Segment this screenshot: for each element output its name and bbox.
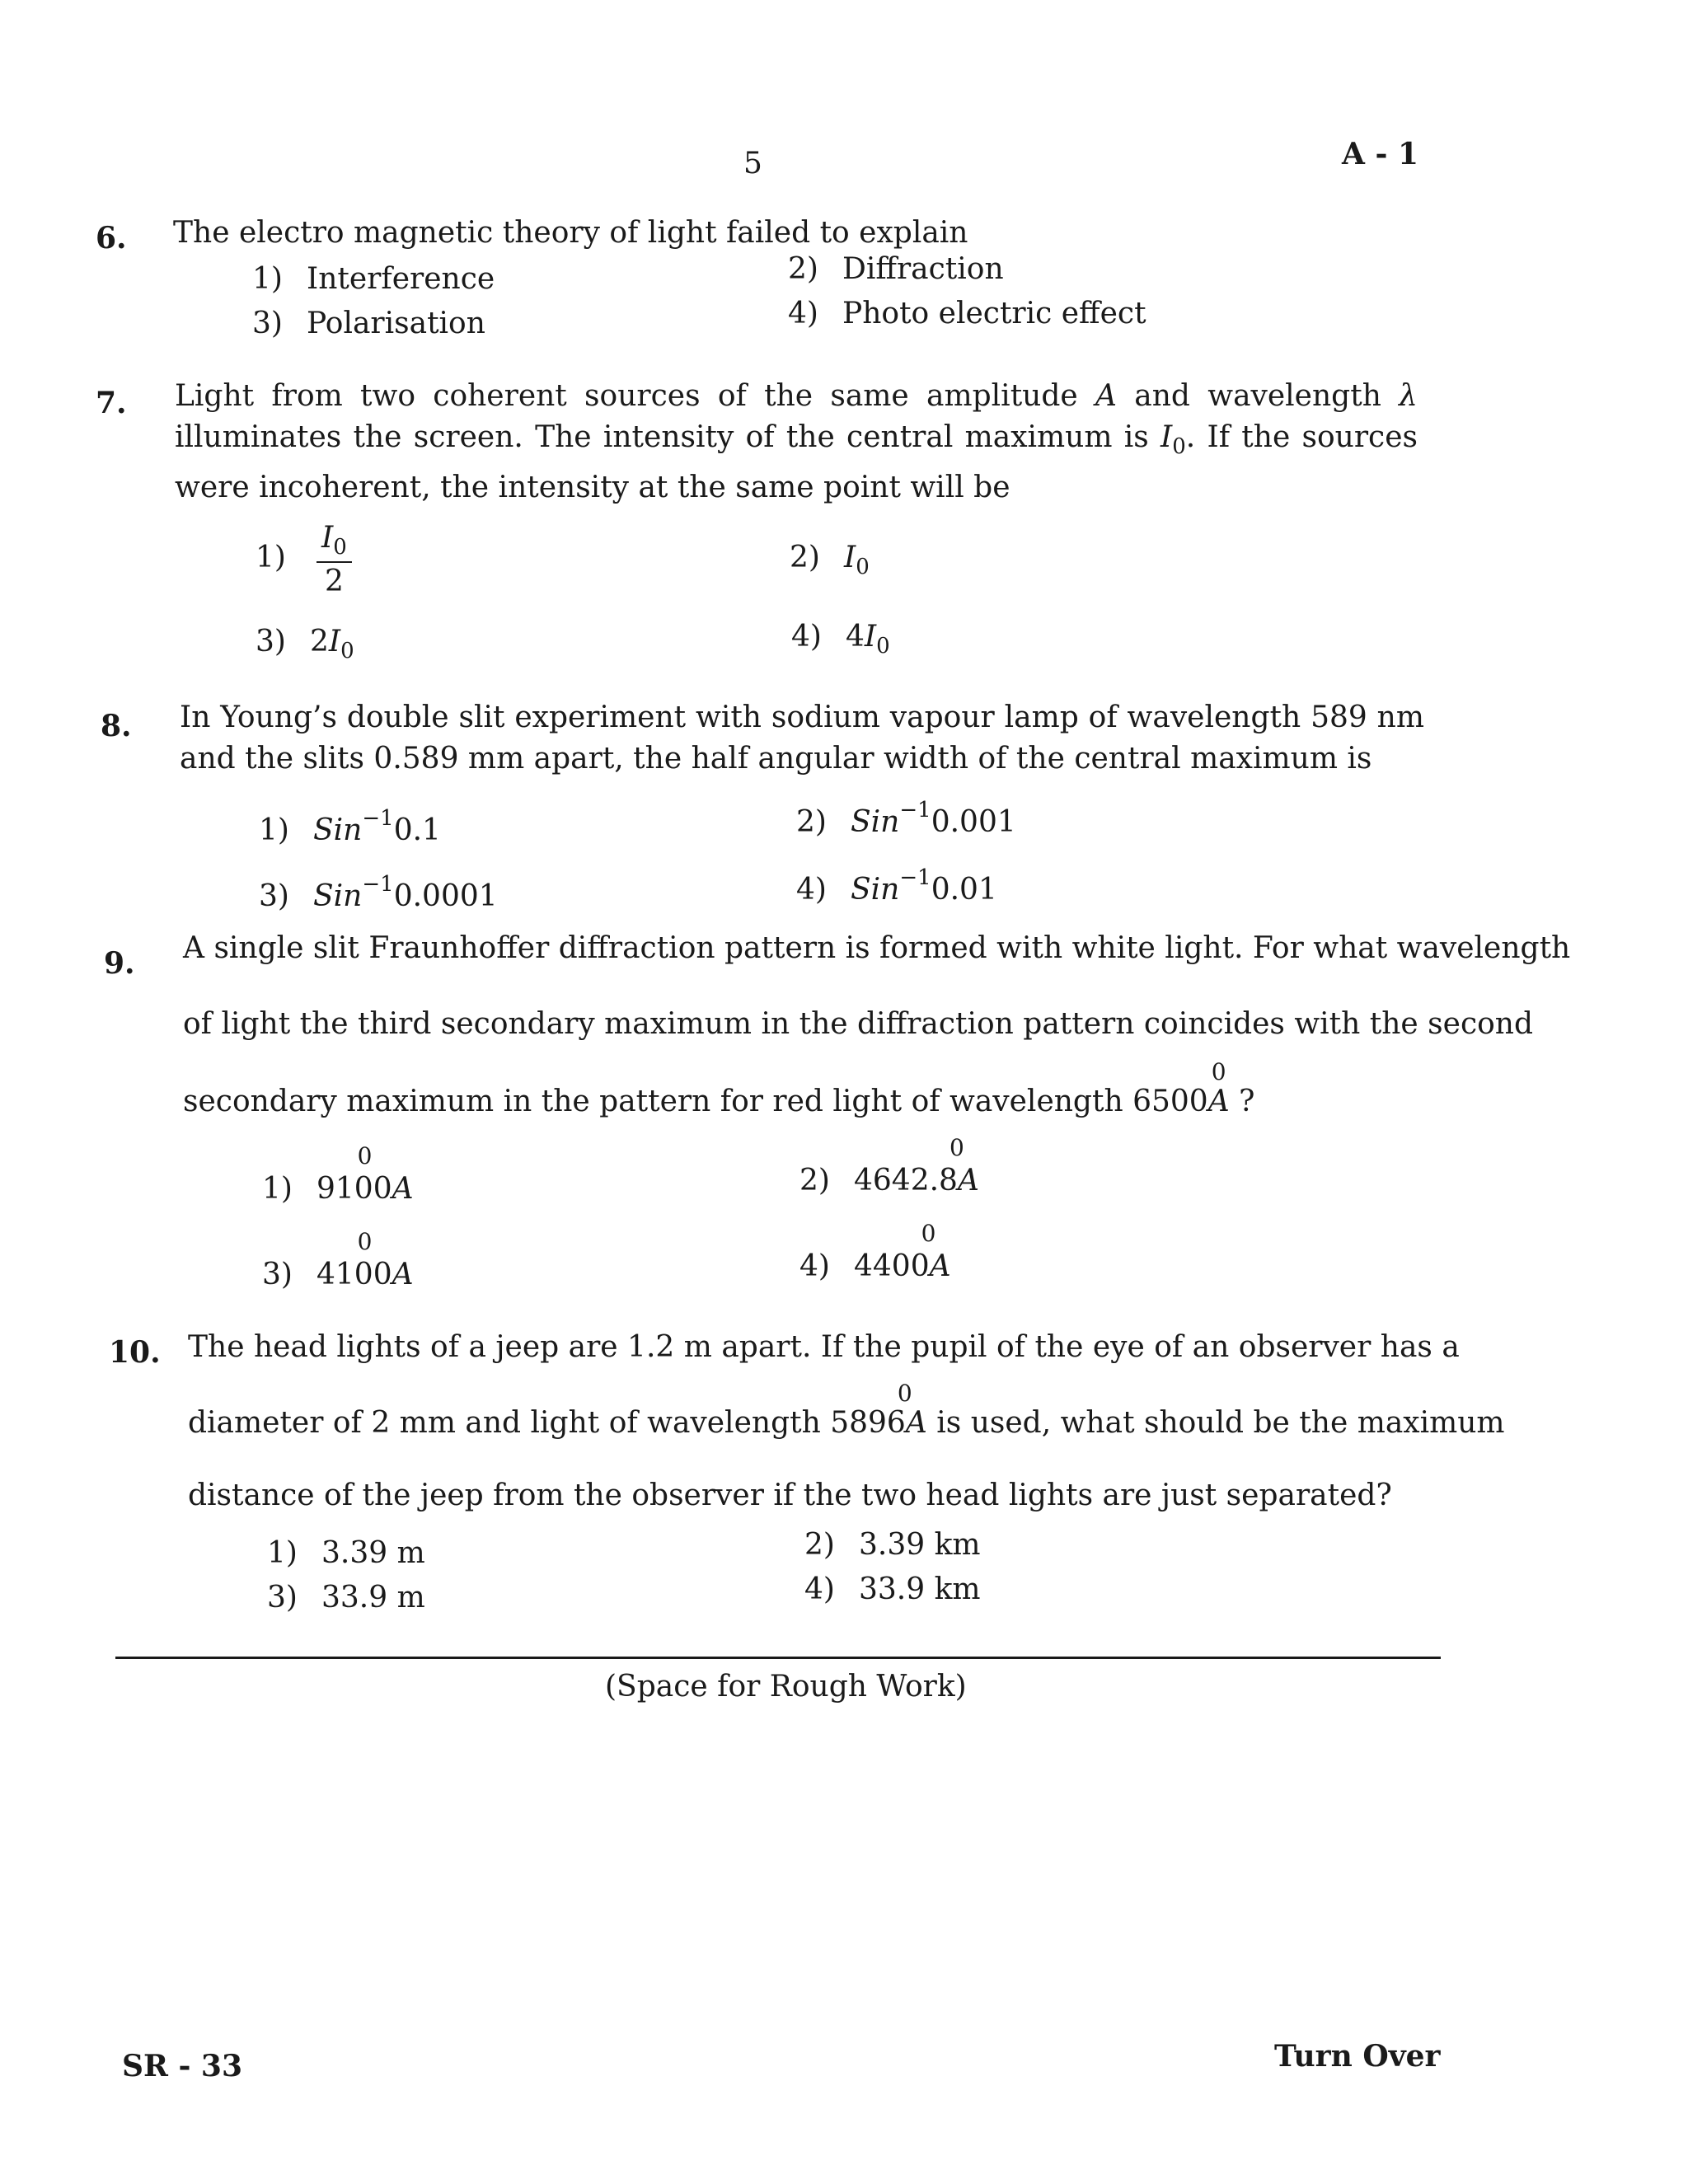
option-2: 2) Sin$^{-1}$0.001 <box>796 798 1016 839</box>
question-number: 9. <box>104 946 135 981</box>
question-text: The electro magnetic theory of light failed to explain <box>173 216 968 250</box>
paper-code: A - 1 <box>1342 137 1418 171</box>
option-3: 3) Sin$^{-1}$0.0001 <box>259 872 498 913</box>
turn-over-label: Turn Over <box>1274 2039 1441 2074</box>
option-2: 2) Diffraction <box>788 252 1004 286</box>
option-2: 2) 4642.8 0 A <box>799 1134 979 1197</box>
option-1: 1) Sin$^{-1}$0.1 <box>259 806 441 847</box>
option-1: 1) Interference <box>252 262 495 296</box>
question-number: 10. <box>109 1335 161 1370</box>
question-text-line-2: of light the third secondary maximum in the diffraction pattern coincides with the second <box>183 1007 1534 1041</box>
question-text: Light from two coherent sources of the same amplitude A and wavelength λ illuminates the screen. The intensity of the central maximum is $I_0$. If the sources were incoherent, the intensity at the same point will be <box>175 379 1418 504</box>
option-3: 3) 33.9 m <box>267 1581 425 1615</box>
question-text: In Young’s double slit experiment with sodium vapour lamp of wavelength 589 nm and the slits 0.589 mm apart, the half angular width of the central maximum is <box>180 701 1424 776</box>
option-4: 4) 4400 0 A <box>799 1220 951 1283</box>
option-2: 2) 3.39 km <box>804 1528 981 1562</box>
question-number: 6. <box>96 221 127 255</box>
question-text-line-1: A single slit Fraunhoffer diffraction pattern is formed with white light. For what wavelength <box>183 931 1571 965</box>
rough-work-label: (Space for Rough Work) <box>605 1670 967 1704</box>
option-4: 4) $4I_0$ <box>791 620 890 658</box>
question-text-line-3: secondary maximum in the pattern for red light of wavelength 6500 0 A ? <box>183 1058 1255 1118</box>
question-text-line-2: diameter of 2 mm and light of wavelength 5896 0 A is used, what should be the maximum <box>188 1380 1505 1440</box>
option-3: 3) Polarisation <box>252 307 485 340</box>
option-4: 4) Photo electric effect <box>788 297 1146 330</box>
option-2: 2) $I_0$ <box>790 541 870 579</box>
divider-line <box>115 1657 1441 1659</box>
option-1: 1) 3.39 m <box>267 1536 425 1570</box>
fraction: $\frac{I_0}{2}$ <box>316 521 352 598</box>
question-text-line-1: The head lights of a jeep are 1.2 m apart. If the pupil of the eye of an observer has a <box>188 1330 1460 1364</box>
footer-code: SR - 33 <box>122 2049 243 2083</box>
option-3: 3) $2I_0$ <box>256 625 354 663</box>
question-text-line-3: distance of the jeep from the observer if the two head lights are just separated? <box>188 1479 1392 1512</box>
option-3: 3) 4100 0 A <box>262 1228 414 1291</box>
question-number: 8. <box>101 709 132 743</box>
option-1: 1) 9100 0 A <box>262 1142 414 1206</box>
question-number: 7. <box>96 386 127 420</box>
option-4: 4) 33.9 km <box>804 1572 981 1606</box>
option-1: 1) $\frac{I_0}{2}$ <box>256 521 352 598</box>
page-number: 5 <box>743 147 762 180</box>
option-4: 4) Sin$^{-1}$0.01 <box>796 865 997 907</box>
